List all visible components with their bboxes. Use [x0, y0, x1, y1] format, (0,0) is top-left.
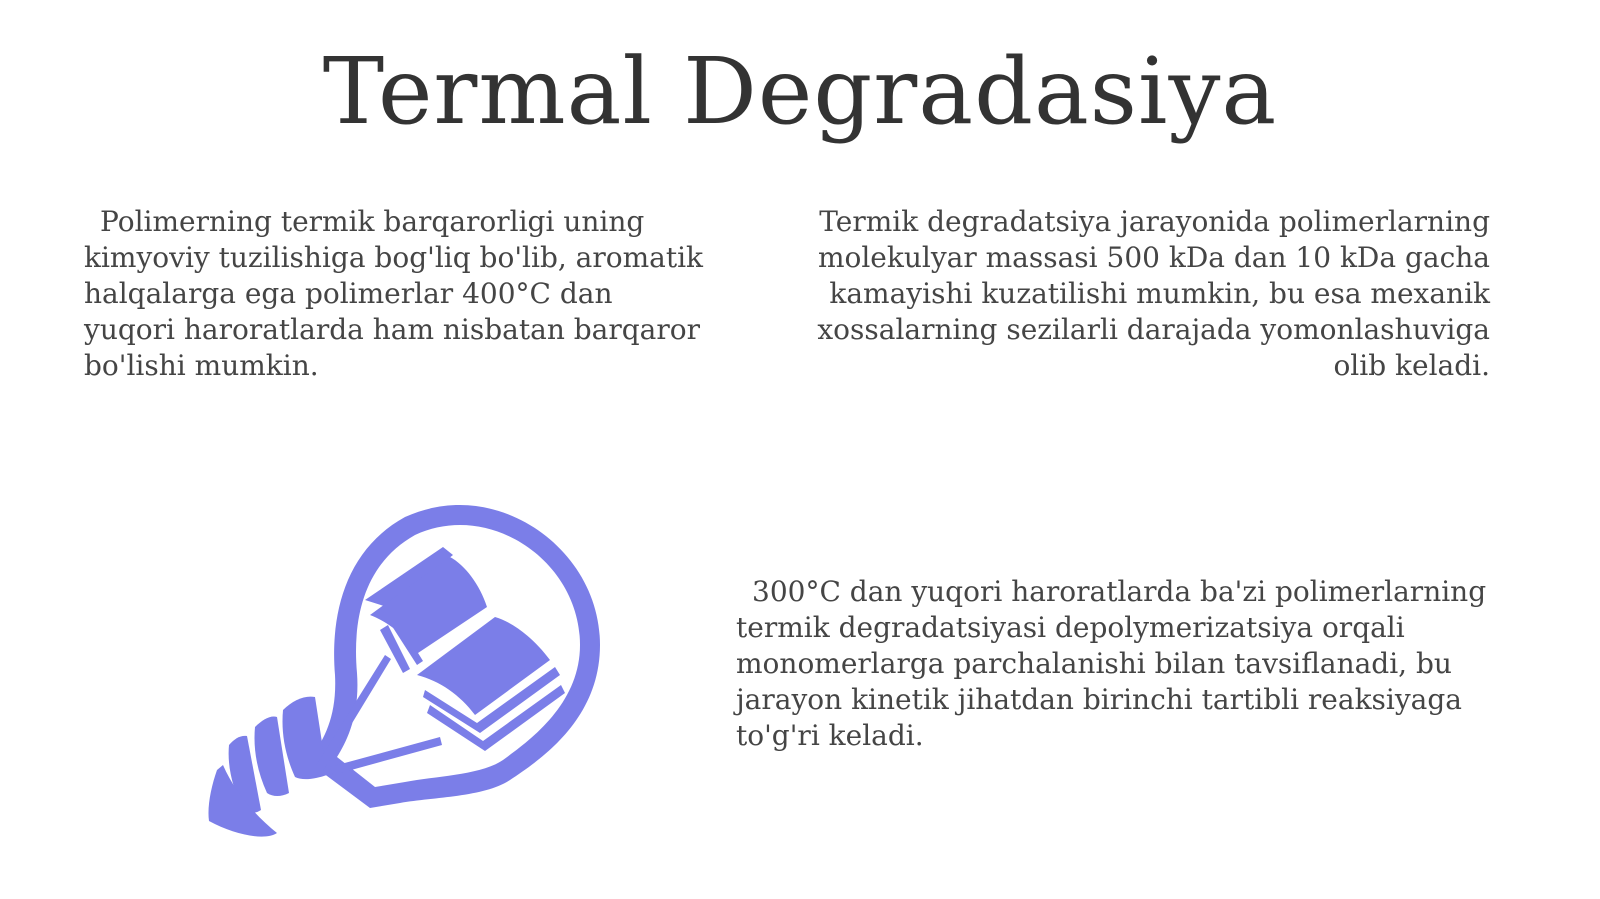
paragraph-bottom: 300°C dan yuqori haroratlarda ba'zi polimerlarning termik degradatsiyasi depolymerizatsiya orqali monomerlarga parchalanishi bilan tavsiflanadi, bu jarayon kinetik jihatdan birinchi tartibli reaksiyaga to'g'ri keladi.	[736, 575, 1487, 752]
paragraph-left: Polimerning termik barqarorligi uning kimyoviy tuzilishiga bog'liq bo'lib, aromatik halqalarga ega polimerlar 400°C dan yuqori haroratlarda ham nisbatan barqaror bo'lishi mumkin.	[84, 205, 704, 382]
paragraph-right: Termik degradatsiya jarayonida polimerlarning molekulyar massasi 500 kDa dan 10 kDa gacha kamayishi kuzatilishi mumkin, bu esa mexanik xossalarning sezilarli darajada yomonlashuviga olib keladi.	[817, 205, 1490, 382]
lightbulb-book-icon	[205, 505, 625, 845]
slide-title: Termal Degradasiya	[322, 38, 1278, 145]
